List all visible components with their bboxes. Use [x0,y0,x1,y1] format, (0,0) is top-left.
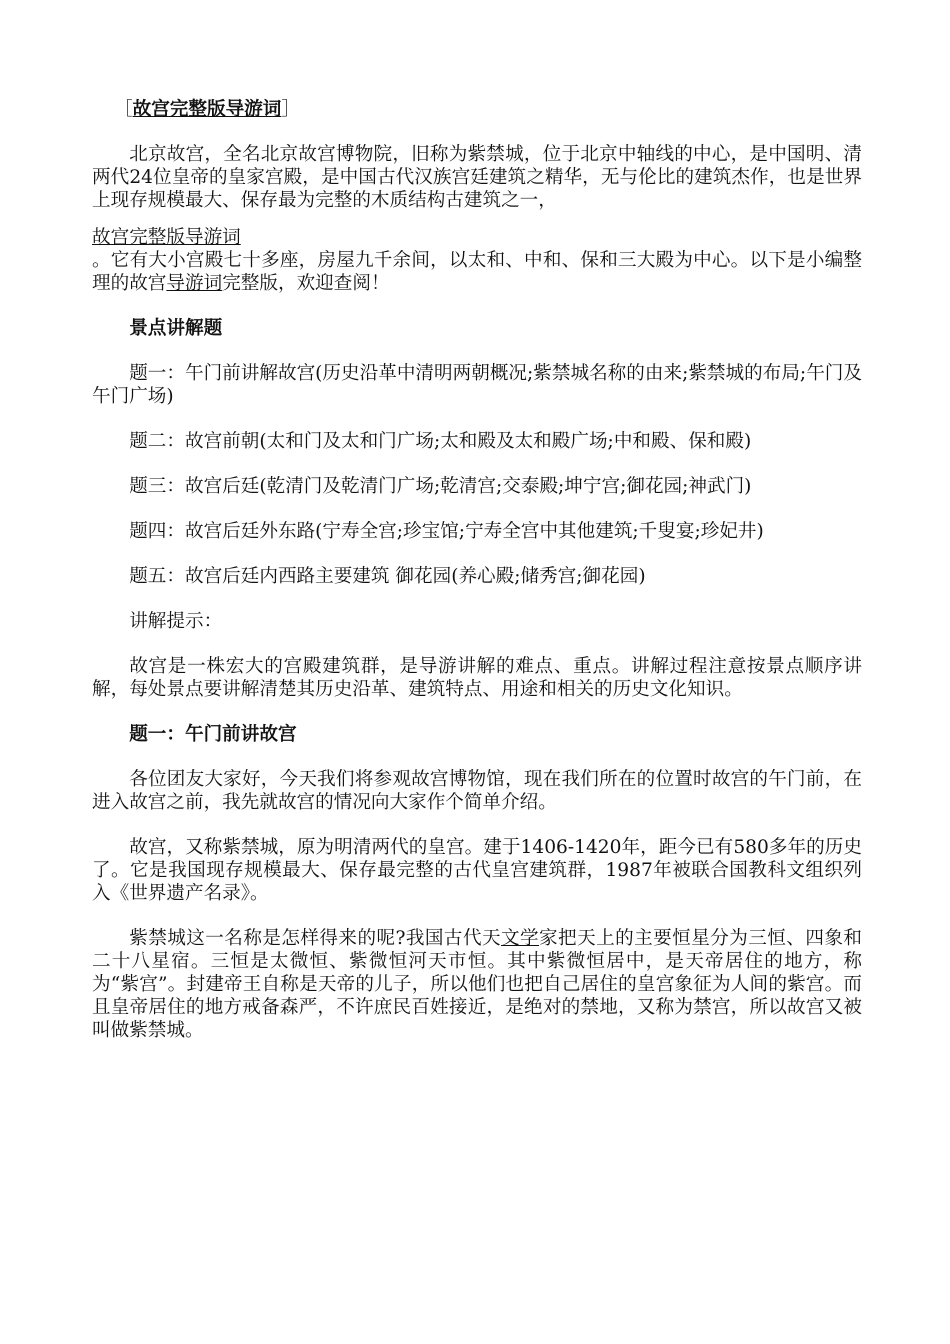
title-open-bracket: ［ [114,99,133,120]
topic-item-4: 题四：故宫后廷外东路(宁寿全宫;珍宝馆;宁寿全宫中其他建筑;千叟宴;珍妃井) [129,521,764,542]
title-close-bracket: ］ [281,99,300,120]
intro-link[interactable]: 故宫完整版导游词 [92,227,241,248]
daoyouci-link[interactable]: 导游词 [166,273,223,294]
wumen-paragraph-1: 各位团友大家好，今天我们将参观故宫博物馆，现在我们所在的位置时故宫的午门前，在进入故宫之前，我先就故宫的情况向大家作个简单介绍。 [92,769,862,813]
topic-item-2: 题二：故宫前朝(太和门及太和门广场;太和殿及太和殿广场;中和殿、保和殿) [129,431,752,452]
title-link[interactable]: 故宫完整版导游词 [132,99,282,120]
wumen-p3-before: 紫禁城这一名称是怎样得来的呢?我国古代天 [129,928,501,949]
section-heading-attractions: 景点讲解题 [129,318,223,339]
intro-paragraph-continued [92,249,862,295]
wumen-paragraph-3 [92,927,862,1042]
document-title [92,98,862,121]
section-heading-wumen: 题一：午门前讲故宫 [129,724,297,745]
topic-item-1: 题一：午门前讲解故宫(历史沿革中清明两朝概况;紫禁城名称的由来;紫禁城的布局;午门及午门广场) [92,363,862,407]
document-page [92,98,862,1064]
intro-paragraph: 北京故宫，全名北京故宫博物院，旧称为紫禁城，位于北京中轴线的中心，是中国明、清两代24位皇帝的皇家宫殿，是中国古代汉族宫廷建筑之精华，无与伦比的建筑杰作，也是世界上现存规模最大、保存最为完整的木质结构古建筑之一， [92,144,862,211]
topic-item-5: 题五：故宫后廷内西路主要建筑 御花园(养心殿;储秀宫;御花园) [129,566,646,587]
hint-label: 讲解提示： [129,611,223,632]
intro-text-after: 完整版，欢迎查阅！ [222,273,390,294]
topic-item-3: 题三：故宫后廷(乾清门及乾清门广场;乾清宫;交泰殿;坤宁宫;御花园;神武门) [129,476,752,497]
wenxue-link[interactable]: 文学 [500,928,540,949]
hint-text: 故宫是一株宏大的宫殿建筑群，是导游讲解的难点、重点。讲解过程注意按景点顺序讲解，每处景点要讲解清楚其历史沿革、建筑特点、用途和相关的历史文化知识。 [92,656,862,700]
intro-text-before: 。它有大小宫殿七十多座，房屋九千余间，以太和、中和、保和三大殿为中心。以下是小编整理的故宫 [92,250,862,294]
wumen-paragraph-2: 故宫，又称紫禁城，原为明清两代的皇宫。建于1406-1420年，距今已有580多年的历史了。它是我国现存规模最大、保存最完整的古代皇宫建筑群，1987年被联合国教科文组织列入《世界遗产名录》。 [92,837,862,904]
wumen-p3-after: 家把天上的主要恒星分为三恒、四象和二十八星宿。三恒是太微恒、紫微恒河天市恒。其中紫微恒居中，是天帝居住的地方，称为“紫宫”。封建帝王自称是天帝的儿子，所以他们也把自己居住的皇宫象征为人间的紫宫。而且皇帝居住的地方戒备森严，不许庶民百姓接近，是绝对的禁地，又称为禁宫，所以故宫又被叫做紫禁城。 [92,928,862,1041]
